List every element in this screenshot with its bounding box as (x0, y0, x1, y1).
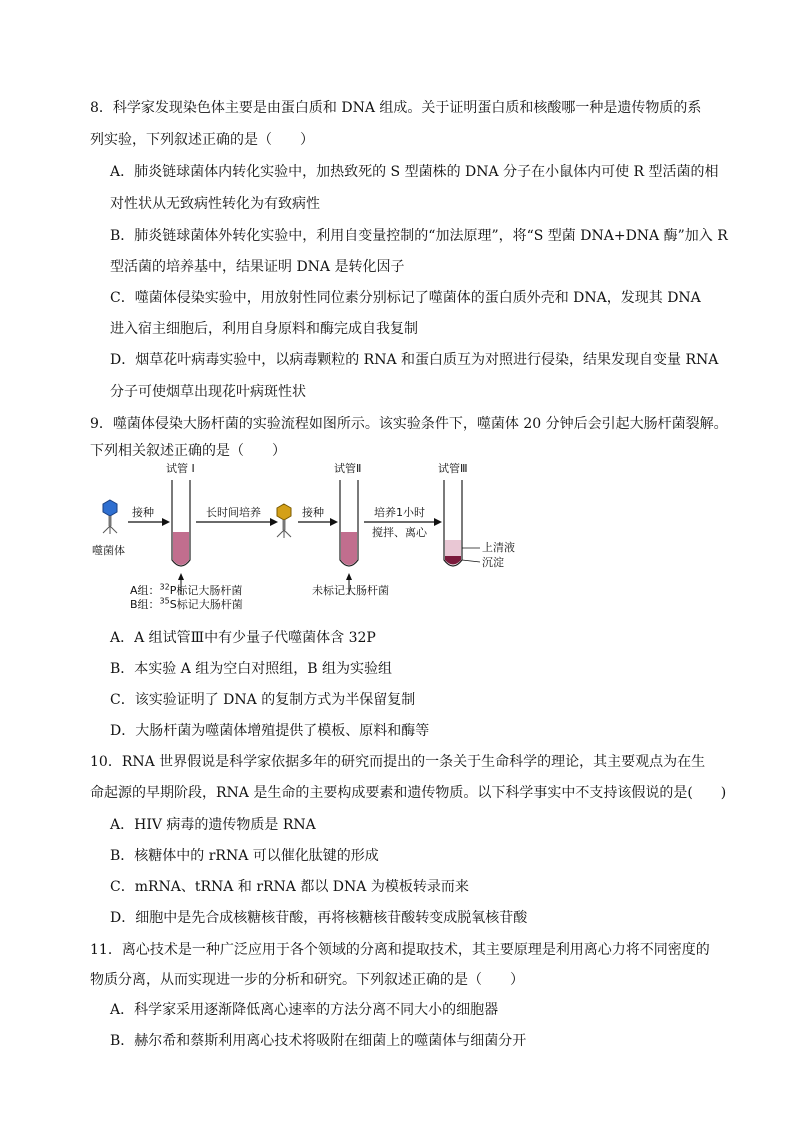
tube-2 (340, 480, 358, 566)
label-inoculate-2: 接种 (302, 506, 324, 519)
q8-option-d-line-2: 分子可使烟草出现花叶病斑性状 (110, 384, 306, 400)
q8-option-b-line-1: B．肺炎链球菌体外转化实验中，利用自变量控制的“加法原理”，将“S 型菌 DNA+DNA 酶”加入 R (110, 228, 728, 244)
q9-stem-line-1: 9．噬菌体侵染大肠杆菌的实验流程如图所示。该实验条件下，噬菌体 20 分钟后会引起大肠杆菌裂解。 (90, 416, 728, 432)
q10-stem-line-2: 命起源的早期阶段，RNA 是生命的主要构成要素和遗传物质。以下科学事实中不支持该假说的是( ) (90, 785, 727, 801)
phage-1-icon (103, 500, 117, 534)
label-long-culture: 长时间培养 (206, 506, 261, 519)
label-inoculate-1: 接种 (132, 506, 154, 519)
q10-option-c: C．mRNA、tRNA 和 rRNA 都以 DNA 为模板转录而来 (110, 879, 469, 895)
q9-option-b: B．本实验 A 组为空白对照组，B 组为实验组 (110, 661, 393, 677)
label-tube-3: 试管Ⅲ (438, 462, 468, 475)
q10-option-d: D．细胞中是先合成核糖核苷酸，再将核糖核苷酸转变成脱氧核苷酸 (110, 910, 528, 926)
q8-option-d-line-1: D．烟草花叶病毒实验中，以病毒颗粒的 RNA 和蛋白质互为对照进行侵染，结果发现自变量 RNA (110, 352, 719, 368)
q8-option-c-line-2: 进入宿主细胞后，利用自身原料和酶完成自我复制 (110, 321, 418, 337)
tube-3 (444, 480, 462, 566)
q8-stem-line-1: 8．科学家发现染色体主要是由蛋白质和 DNA 组成。关于证明蛋白质和核酸哪一种是遗传物质的系 (90, 100, 702, 116)
label-tube-1: 试管 I (166, 462, 195, 475)
experiment-flow-figure (90, 460, 610, 620)
q8-option-a-line-1: A．肺炎链球菌体内转化实验中，加热致死的 S 型菌株的 DNA 分子在小鼠体内可使 R 型活菌的相 (110, 164, 719, 180)
q11-stem-line-2: 物质分离，从而实现进一步的分析和研究。下列叙述正确的是（ ） (90, 972, 524, 988)
q9-option-d: D．大肠杆菌为噬菌体增殖提供了模板、原料和酶等 (110, 723, 430, 739)
q10-stem-line-1: 10．RNA 世界假说是科学家依据多年的研究而提出的一条关于生命科学的理论，其主要观点为在生 (90, 754, 706, 770)
q9-option-c: C．该实验证明了 DNA 的复制方式为半保留复制 (110, 692, 416, 708)
label-sediment: 沉淀 (482, 556, 504, 569)
label-stir-centrifuge: 搅拌、离心 (372, 526, 427, 539)
q10-option-b: B．核糖体中的 rRNA 可以催化肽键的形成 (110, 848, 379, 864)
label-group-a: A组：$^{32}$P标记大肠杆菌 (130, 582, 243, 597)
label-culture-1h: 培养1小时 (374, 506, 425, 519)
q11-option-a: A．科学家采用逐渐降低离心速率的方法分离不同大小的细胞器 (110, 1002, 499, 1018)
q8-option-a-line-2: 对性状从无致病性转化为有致病性 (110, 196, 320, 212)
phage-2-icon (277, 504, 291, 538)
q11-option-b: B．赫尔希和蔡斯利用离心技术将吸附在细菌上的噬菌体与细菌分开 (110, 1033, 527, 1049)
q8-stem-line-2: 列实验，下列叙述正确的是（ ） (90, 132, 314, 148)
q8-option-b-line-2: 型活菌的培养基中，结果证明 DNA 是转化因子 (110, 259, 405, 275)
q10-option-a: A．HIV 病毒的遗传物质是 RNA (110, 817, 316, 833)
q9-option-a: A．A 组试管Ⅲ中有少量子代噬菌体含 32P (110, 630, 376, 646)
q8-option-c-line-1: C．噬菌体侵染实验中，用放射性同位素分别标记了噬菌体的蛋白质外壳和 DNA，发现其 DNA (110, 290, 701, 306)
label-phage: 噬菌体 (92, 544, 125, 557)
label-unlabeled-ecoli: 未标记大肠杆菌 (312, 584, 389, 597)
tube-1 (172, 480, 190, 566)
label-group-b: B组：$^{35}$S标记大肠杆菌 (130, 596, 243, 611)
q11-stem-line-1: 11．离心技术是一种广泛应用于各个领域的分离和提取技术，其主要原理是利用离心力将不同密度的 (90, 942, 710, 958)
label-supernatant: 上清液 (482, 541, 515, 554)
label-tube-2: 试管Ⅱ (334, 462, 362, 475)
q9-stem-line-2: 下列相关叙述正确的是（ ） (90, 443, 286, 459)
